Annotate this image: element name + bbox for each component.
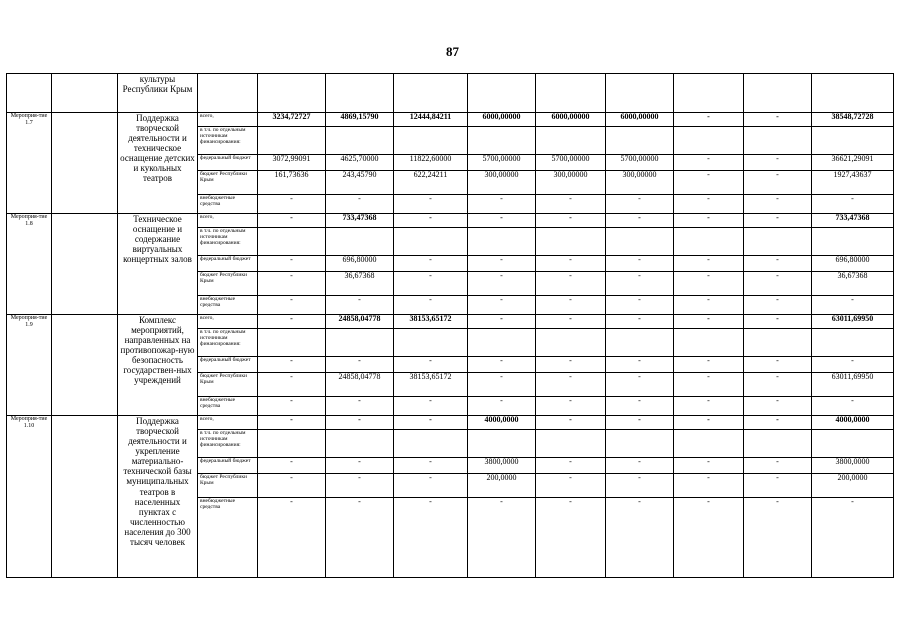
value-cell: 243,45790 xyxy=(326,171,394,195)
value-cell xyxy=(468,127,536,155)
value-cell: - xyxy=(744,357,812,373)
value-cell: - xyxy=(674,256,744,272)
value-cell: - xyxy=(326,296,394,315)
value-cell: - xyxy=(674,296,744,315)
activity-name: культуры Республики Крым xyxy=(118,74,198,113)
table-body xyxy=(7,74,894,578)
value-cell: 300,00000 xyxy=(606,171,674,195)
value-cell xyxy=(812,74,894,113)
value-cell xyxy=(258,127,326,155)
value-cell xyxy=(394,127,468,155)
value-cell: 733,47368 xyxy=(812,214,894,228)
value-cell xyxy=(606,329,674,357)
value-cell xyxy=(258,430,326,458)
value-cell xyxy=(536,74,606,113)
value-cell: - xyxy=(326,195,394,214)
value-cell: 63011,69950 xyxy=(812,315,894,329)
value-cell: 300,00000 xyxy=(536,171,606,195)
value-cell: - xyxy=(536,256,606,272)
value-cell: - xyxy=(674,171,744,195)
value-cell: - xyxy=(326,458,394,474)
table-row xyxy=(7,113,894,127)
value-cell: - xyxy=(674,272,744,296)
value-cell: 63011,69950 xyxy=(812,373,894,397)
value-cell: 696,80000 xyxy=(326,256,394,272)
value-cell: - xyxy=(536,416,606,430)
value-cell: - xyxy=(606,214,674,228)
value-cell: - xyxy=(468,256,536,272)
value-cell: - xyxy=(326,357,394,373)
value-cell xyxy=(606,228,674,256)
funding-source-label: федеральный бюджет xyxy=(198,256,258,272)
value-cell: - xyxy=(812,498,894,578)
value-cell xyxy=(536,127,606,155)
value-cell: - xyxy=(744,416,812,430)
value-cell: - xyxy=(812,397,894,416)
funding-source-label: федеральный бюджет xyxy=(198,155,258,171)
value-cell: - xyxy=(536,397,606,416)
value-cell: - xyxy=(394,272,468,296)
value-cell: - xyxy=(606,373,674,397)
value-cell: - xyxy=(536,498,606,578)
table-row xyxy=(7,74,894,113)
funding-source-label: федеральный бюджет xyxy=(198,458,258,474)
value-cell: 38548,72728 xyxy=(812,113,894,127)
value-cell xyxy=(744,127,812,155)
value-cell: - xyxy=(536,272,606,296)
value-cell xyxy=(326,329,394,357)
value-cell: - xyxy=(258,498,326,578)
value-cell: - xyxy=(326,498,394,578)
value-cell xyxy=(812,430,894,458)
value-cell: - xyxy=(812,357,894,373)
funding-source-label: в т.ч. по отдельным источникам финансирования: xyxy=(198,430,258,458)
value-cell: - xyxy=(812,296,894,315)
funding-source-label: федеральный бюджет xyxy=(198,357,258,373)
value-cell: - xyxy=(674,195,744,214)
activity-name: Поддержка творческой деятельности и техническое оснащение детских и кукольных театров xyxy=(118,113,198,214)
value-cell: - xyxy=(744,458,812,474)
value-cell: - xyxy=(674,357,744,373)
value-cell: - xyxy=(606,272,674,296)
value-cell: - xyxy=(674,373,744,397)
value-cell: - xyxy=(674,416,744,430)
value-cell: - xyxy=(674,315,744,329)
value-cell: 4869,15790 xyxy=(326,113,394,127)
value-cell: 3234,72727 xyxy=(258,113,326,127)
value-cell xyxy=(468,74,536,113)
value-cell: 4625,70000 xyxy=(326,155,394,171)
funding-source-label: всего, xyxy=(198,416,258,430)
value-cell: 5700,00000 xyxy=(606,155,674,171)
value-cell: - xyxy=(468,498,536,578)
value-cell xyxy=(326,430,394,458)
activity-code: Мероприя-тие 1.8 xyxy=(7,214,52,315)
value-cell xyxy=(812,127,894,155)
value-cell xyxy=(468,228,536,256)
value-cell: - xyxy=(468,373,536,397)
value-cell: - xyxy=(674,113,744,127)
funding-source-label: внебюджетные средства xyxy=(198,296,258,315)
value-cell: - xyxy=(536,214,606,228)
empty-cell xyxy=(52,214,118,315)
value-cell: - xyxy=(394,458,468,474)
value-cell: - xyxy=(674,458,744,474)
value-cell: - xyxy=(468,296,536,315)
value-cell: - xyxy=(744,272,812,296)
value-cell: 11822,60000 xyxy=(394,155,468,171)
value-cell: 5700,00000 xyxy=(468,155,536,171)
funding-source-label: бюджет Республики Крым xyxy=(198,373,258,397)
value-cell: 4000,0000 xyxy=(468,416,536,430)
value-cell: - xyxy=(536,195,606,214)
funding-source-label: внебюджетные средства xyxy=(198,195,258,214)
value-cell: - xyxy=(258,315,326,329)
value-cell: 6000,00000 xyxy=(468,113,536,127)
value-cell: - xyxy=(606,195,674,214)
value-cell xyxy=(536,228,606,256)
activity-code: Мероприя-тие 1.10 xyxy=(7,416,52,578)
funding-source-label: бюджет Республики Крым xyxy=(198,474,258,498)
funding-source-label: в т.ч. по отдельным источникам финансирования: xyxy=(198,127,258,155)
value-cell: - xyxy=(258,397,326,416)
value-cell: - xyxy=(468,272,536,296)
value-cell: 24858,04778 xyxy=(326,373,394,397)
value-cell xyxy=(674,228,744,256)
value-cell xyxy=(744,329,812,357)
funding-source-label: всего, xyxy=(198,315,258,329)
empty-cell xyxy=(52,113,118,214)
value-cell: - xyxy=(258,416,326,430)
value-cell xyxy=(394,430,468,458)
empty-cell xyxy=(52,315,118,416)
value-cell: - xyxy=(258,272,326,296)
value-cell: - xyxy=(536,357,606,373)
value-cell: - xyxy=(744,315,812,329)
value-cell xyxy=(326,127,394,155)
value-cell: 4000,0000 xyxy=(812,416,894,430)
funding-source-label: в т.ч. по отдельным источникам финансирования: xyxy=(198,329,258,357)
value-cell: - xyxy=(394,296,468,315)
value-cell: 300,00000 xyxy=(468,171,536,195)
value-cell xyxy=(812,228,894,256)
value-cell: - xyxy=(258,214,326,228)
value-cell: - xyxy=(674,397,744,416)
activity-name: Техническое оснащение и содержание виртуальных концертных залов xyxy=(118,214,198,315)
value-cell xyxy=(326,74,394,113)
funding-source-label: бюджет Республики Крым xyxy=(198,272,258,296)
value-cell: - xyxy=(606,256,674,272)
activity-code: Мероприя-тие 1.9 xyxy=(7,315,52,416)
value-cell: - xyxy=(674,214,744,228)
value-cell: - xyxy=(606,474,674,498)
value-cell: - xyxy=(326,416,394,430)
value-cell: 36,67368 xyxy=(812,272,894,296)
value-cell: - xyxy=(744,397,812,416)
value-cell xyxy=(258,74,326,113)
value-cell: - xyxy=(394,416,468,430)
value-cell: 24858,04778 xyxy=(326,315,394,329)
value-cell: - xyxy=(258,373,326,397)
value-cell xyxy=(812,329,894,357)
value-cell xyxy=(326,228,394,256)
value-cell: - xyxy=(744,256,812,272)
value-cell: 3072,99091 xyxy=(258,155,326,171)
empty-cell xyxy=(52,416,118,578)
value-cell: - xyxy=(258,357,326,373)
value-cell: - xyxy=(468,315,536,329)
value-cell: - xyxy=(536,458,606,474)
value-cell: - xyxy=(744,195,812,214)
value-cell: - xyxy=(674,474,744,498)
value-cell: - xyxy=(606,296,674,315)
activity-name: Комплекс мероприятий, направленных на противопожар-ную безопасность государствен-ных учреждений xyxy=(118,315,198,416)
funding-source-label: всего, xyxy=(198,113,258,127)
value-cell xyxy=(536,329,606,357)
value-cell: - xyxy=(744,373,812,397)
value-cell: - xyxy=(744,474,812,498)
value-cell: - xyxy=(468,357,536,373)
value-cell xyxy=(744,228,812,256)
value-cell xyxy=(536,430,606,458)
value-cell: 36,67368 xyxy=(326,272,394,296)
value-cell: - xyxy=(606,357,674,373)
empty-cell xyxy=(52,74,118,113)
value-cell: - xyxy=(468,195,536,214)
value-cell xyxy=(674,329,744,357)
table-row xyxy=(7,214,894,228)
value-cell: - xyxy=(394,195,468,214)
value-cell: 161,73636 xyxy=(258,171,326,195)
value-cell: 36621,29091 xyxy=(812,155,894,171)
value-cell: - xyxy=(394,397,468,416)
value-cell: - xyxy=(606,397,674,416)
value-cell: 5700,00000 xyxy=(536,155,606,171)
value-cell: - xyxy=(744,214,812,228)
value-cell: 3800,0000 xyxy=(812,458,894,474)
value-cell: - xyxy=(468,397,536,416)
value-cell: 200,0000 xyxy=(812,474,894,498)
funding-source-label: бюджет Республики Крым xyxy=(198,171,258,195)
value-cell xyxy=(468,329,536,357)
value-cell: - xyxy=(744,171,812,195)
value-cell xyxy=(674,430,744,458)
value-cell: - xyxy=(674,155,744,171)
value-cell: 696,80000 xyxy=(812,256,894,272)
value-cell: - xyxy=(394,357,468,373)
value-cell xyxy=(744,74,812,113)
value-cell xyxy=(744,430,812,458)
value-cell: - xyxy=(606,458,674,474)
value-cell xyxy=(606,127,674,155)
activity-name: Поддержка творческой деятельности и укрепление материально-технической базы муниципальных театров в населенных пунктах с численностью населения до 300 тысяч человек xyxy=(118,416,198,578)
value-cell: - xyxy=(394,256,468,272)
value-cell: 6000,00000 xyxy=(606,113,674,127)
value-cell: 38153,65172 xyxy=(394,373,468,397)
value-cell: - xyxy=(258,256,326,272)
value-cell: - xyxy=(606,416,674,430)
value-cell: - xyxy=(536,315,606,329)
value-cell: 1927,43637 xyxy=(812,171,894,195)
table-row xyxy=(7,416,894,430)
code-cell xyxy=(7,74,52,113)
value-cell: - xyxy=(744,113,812,127)
value-cell: - xyxy=(744,155,812,171)
value-cell: - xyxy=(674,498,744,578)
value-cell xyxy=(606,430,674,458)
value-cell: - xyxy=(258,458,326,474)
value-cell: 38153,65172 xyxy=(394,315,468,329)
value-cell: - xyxy=(744,498,812,578)
value-cell: - xyxy=(744,296,812,315)
funding-source-label: внебюджетные средства xyxy=(198,498,258,578)
value-cell: 733,47368 xyxy=(326,214,394,228)
value-cell: - xyxy=(394,474,468,498)
value-cell: - xyxy=(394,498,468,578)
table-row xyxy=(7,315,894,329)
value-cell: 3800,0000 xyxy=(468,458,536,474)
value-cell xyxy=(394,228,468,256)
funding-source-label: всего, xyxy=(198,214,258,228)
value-cell: - xyxy=(258,296,326,315)
value-cell: - xyxy=(536,296,606,315)
value-cell xyxy=(394,74,468,113)
value-cell xyxy=(468,430,536,458)
value-cell: - xyxy=(326,474,394,498)
activity-code: Мероприя-тие 1.7 xyxy=(7,113,52,214)
value-cell xyxy=(258,329,326,357)
value-cell: - xyxy=(812,195,894,214)
value-cell: - xyxy=(606,315,674,329)
page-number: 87 xyxy=(446,44,459,59)
value-cell: 12444,84211 xyxy=(394,113,468,127)
funding-source-label: в т.ч. по отдельным источникам финансирования: xyxy=(198,228,258,256)
value-cell xyxy=(674,127,744,155)
value-cell: 200,0000 xyxy=(468,474,536,498)
value-cell xyxy=(606,74,674,113)
value-cell: - xyxy=(606,498,674,578)
value-cell: - xyxy=(258,195,326,214)
budget-table xyxy=(6,73,894,578)
value-cell: - xyxy=(536,474,606,498)
value-cell: - xyxy=(326,397,394,416)
value-cell: - xyxy=(258,474,326,498)
value-cell: - xyxy=(536,373,606,397)
value-cell: 6000,00000 xyxy=(536,113,606,127)
label-cell xyxy=(198,74,258,113)
funding-source-label: внебюджетные средства xyxy=(198,397,258,416)
value-cell xyxy=(258,228,326,256)
value-cell xyxy=(674,74,744,113)
value-cell: 622,24211 xyxy=(394,171,468,195)
value-cell xyxy=(394,329,468,357)
value-cell: - xyxy=(394,214,468,228)
value-cell: - xyxy=(468,214,536,228)
